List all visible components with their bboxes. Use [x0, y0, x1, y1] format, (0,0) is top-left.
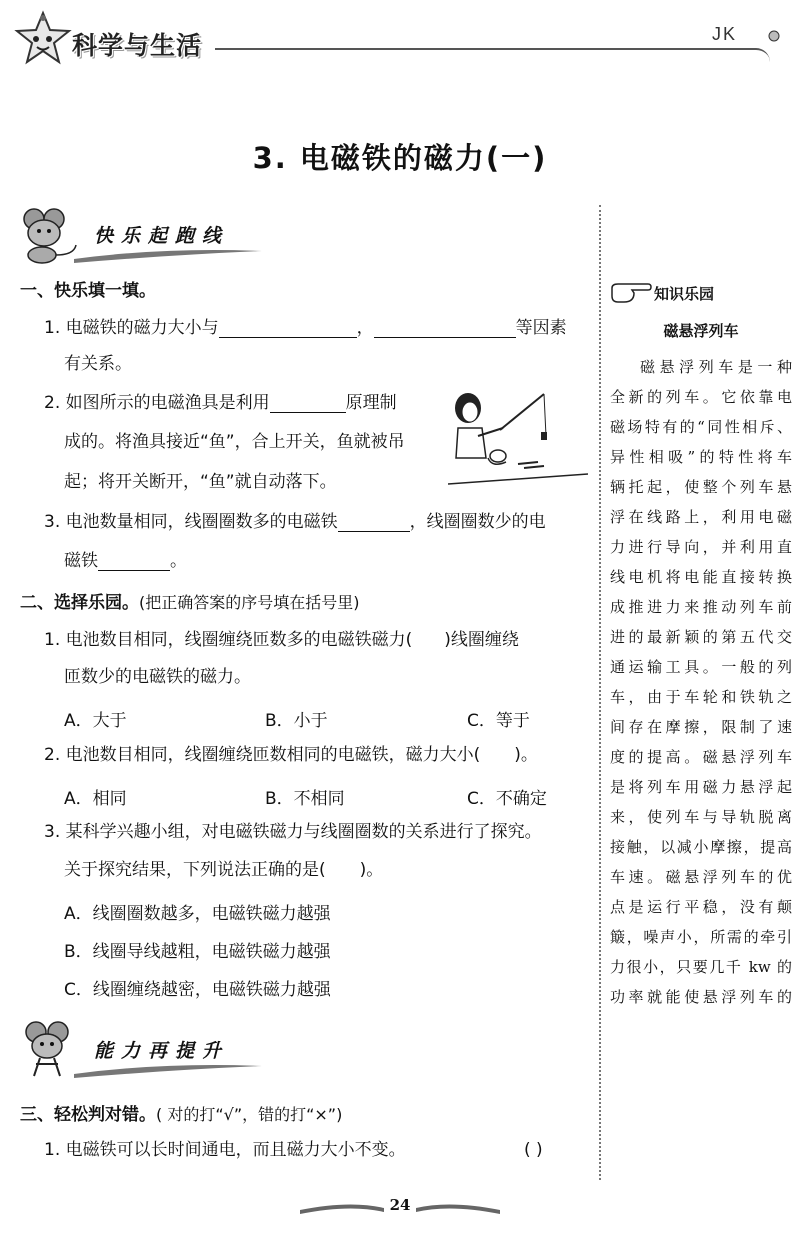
s1-q1-text-c: 等因素 [515, 318, 567, 338]
banner-advance-text: 能力再提升 [94, 1040, 230, 1062]
sidebar-body [610, 352, 792, 1012]
s1-q3-text-c: 磁铁 [64, 551, 98, 571]
s1-q2-line3: 起；将开关断开，“鱼”就自动落下。 [64, 472, 337, 492]
section3-note: ( 对的打“√”，错的打“×”) [156, 1105, 343, 1124]
pointing-hand-icon [610, 280, 652, 306]
section3-heading [20, 1100, 342, 1125]
sidebar-line: 接触，以减小摩擦，提高 [610, 838, 792, 856]
banner-swoosh [74, 1056, 264, 1080]
sidebar-title: 磁悬浮列车 [663, 322, 739, 340]
sidebar-label: 知识乐园 [654, 285, 715, 303]
header-rule-curve [660, 48, 770, 62]
s2-q2-option-c[interactable]: C．不确定 [467, 789, 547, 809]
s2-q1-text-a: 电池数目相同，线圈缠绕匝数多的电磁铁磁力( [65, 630, 413, 650]
section3-heading-text: 三、轻松判对错。 [20, 1105, 156, 1125]
s2-q3-option-a[interactable]: A．线圈圈数越多，电磁铁磁力越强 [64, 904, 331, 924]
s2-q2-option-b[interactable]: B．不相同 [265, 789, 345, 809]
s1-q1-line2: 有关系。 [64, 354, 132, 374]
sidebar-line: 浮在线路上，利用电磁 [610, 508, 792, 526]
s3-q1-line1 [44, 1140, 406, 1160]
s2-q1-line1 [44, 630, 519, 650]
banner-start [14, 205, 274, 265]
mouse-mascot-icon [14, 205, 82, 265]
s1-q2-num: 2. [44, 393, 61, 413]
s1-q3-text-b: ，线圈圈数少的电 [409, 512, 546, 532]
s1-q2-text-b: 原理制 [345, 393, 397, 413]
s2-q2-text-b: )。 [514, 745, 538, 765]
s2-q3-line2 [64, 860, 383, 880]
sidebar-line: 磁悬浮列车是一种 [640, 358, 792, 376]
s1-q3-line2 [64, 551, 187, 571]
s1-q1-text-b: ， [356, 318, 374, 338]
s1-q1-text-a: 电磁铁的磁力大小与 [65, 318, 219, 338]
sidebar-line: 度的提高。磁悬浮列车 [610, 748, 792, 766]
section2-note: (把正确答案的序号填在括号里) [139, 593, 360, 612]
sidebar-line: 成推进力来推动列车前 [610, 598, 792, 616]
s2-q1-text-b: )线圈缠绕 [444, 630, 519, 650]
s1-q3-blank1[interactable] [338, 514, 410, 532]
s1-q1-blank2[interactable] [374, 320, 516, 338]
sidebar-line: 线电机将电能直接转换 [610, 568, 792, 586]
s3-q1-answer-paren[interactable]: ( ) [524, 1140, 543, 1160]
sidebar-line: 进的最新颖的第五代交 [610, 628, 792, 646]
s2-q3-option-c[interactable]: C．线圈缠绕越密，电磁铁磁力越强 [64, 980, 331, 1000]
s2-q3-text-a: 某科学兴趣小组，对电磁铁磁力与线圈圈数的关系进行了探究。 [65, 822, 542, 842]
s2-q3-text-c: )。 [359, 860, 384, 880]
s2-q2-option-a[interactable]: A．相同 [64, 789, 127, 809]
s3-q1-text: 电磁铁可以长时间通电，而且磁力大小不变。 [65, 1140, 406, 1160]
sidebar-line: 力很小，只要几千 kw 的 [610, 958, 792, 976]
s2-q2-line1 [44, 745, 538, 765]
sidebar-line: 异性相吸”的特性将车 [610, 448, 792, 466]
s3-q1-num: 1. [44, 1140, 61, 1160]
s2-q1-num: 1. [44, 630, 61, 650]
page-footer [300, 1192, 500, 1222]
fishing-illustration [448, 388, 588, 493]
sidebar-line: 间存在摩擦，限制了速 [610, 718, 792, 736]
s1-q3-blank2[interactable] [98, 553, 170, 571]
sidebar-line: 来，使列车与导轨脱离 [610, 808, 792, 826]
sidebar-line: 全新的列车。它依靠电 [610, 388, 792, 406]
s2-q2-text-a: 电池数目相同，线圈缠绕匝数相同的电磁铁，磁力大小( [65, 745, 481, 765]
s1-q3-text-a: 电池数量相同，线圈圈数多的电磁铁 [65, 512, 338, 532]
small-star-icon [768, 30, 780, 42]
mouse-mascot-icon [14, 1020, 82, 1080]
s1-q1-num: 1. [44, 318, 61, 338]
banner-swoosh [74, 241, 264, 265]
sidebar-line: 通运输工具。一般的列 [610, 658, 792, 676]
section1-heading: 一、快乐填一填。 [20, 281, 156, 301]
s2-q3-text-b: 关于探究结果，下列说法正确的是( [64, 860, 326, 880]
s2-q3-option-b[interactable]: B．线圈导线越粗，电磁铁磁力越强 [64, 942, 331, 962]
s2-q1-option-a[interactable]: A．大于 [64, 711, 127, 731]
s2-q3-num: 3. [44, 822, 61, 842]
s1-q1-blank1[interactable] [219, 320, 357, 338]
s1-q2-line1 [44, 393, 397, 413]
banner-start-text: 快乐起跑线 [94, 225, 230, 247]
s1-q3-text-d: 。 [170, 551, 187, 571]
sidebar-header [610, 278, 790, 308]
s2-q1-line2: 匝数少的电磁铁的磁力。 [64, 667, 251, 687]
sidebar-line: 力进行导向，并利用直 [610, 538, 792, 556]
column-divider [599, 205, 601, 1180]
s1-q1-line1 [44, 318, 567, 338]
banner-advance [14, 1020, 274, 1080]
sidebar-line: 辆托起，使整个列车悬 [610, 478, 792, 496]
section2-heading-text: 二、选择乐园。 [20, 593, 139, 613]
s2-q3-line1 [44, 822, 542, 842]
s2-q1-option-b[interactable]: B．小于 [265, 711, 328, 731]
s1-q2-line2: 成的。将渔具接近“鱼”，合上开关，鱼就被吊 [64, 432, 405, 452]
section2-heading [20, 588, 360, 613]
sidebar-line: 车速。磁悬浮列车的优 [610, 868, 792, 886]
lesson-title: 3. 电磁铁的磁力(一) [252, 141, 548, 175]
page-number: 24 [389, 1196, 411, 1214]
s1-q2-blank[interactable] [270, 395, 346, 413]
sidebar-line: 簸，噪声小，所需的牵引 [610, 928, 792, 946]
s1-q3-line1 [44, 512, 546, 532]
brand-title: 科学与生活 [72, 31, 203, 60]
sidebar-line: 磁场特有的“同性相斥、 [610, 418, 792, 436]
s1-q2-text-a: 如图所示的电磁渔具是利用 [65, 393, 270, 413]
sidebar-line: 功率就能使悬浮列车的 [610, 988, 792, 1006]
sidebar-line: 点是运行平稳，没有颠 [610, 898, 792, 916]
edition-label: JK [712, 24, 738, 44]
sidebar-line: 是将列车用磁力悬浮起 [610, 778, 792, 796]
s1-q3-num: 3. [44, 512, 61, 532]
s2-q1-option-c[interactable]: C．等于 [467, 711, 530, 731]
sidebar-line: 车，由于车轮和铁轨之 [610, 688, 792, 706]
s2-q2-num: 2. [44, 745, 61, 765]
